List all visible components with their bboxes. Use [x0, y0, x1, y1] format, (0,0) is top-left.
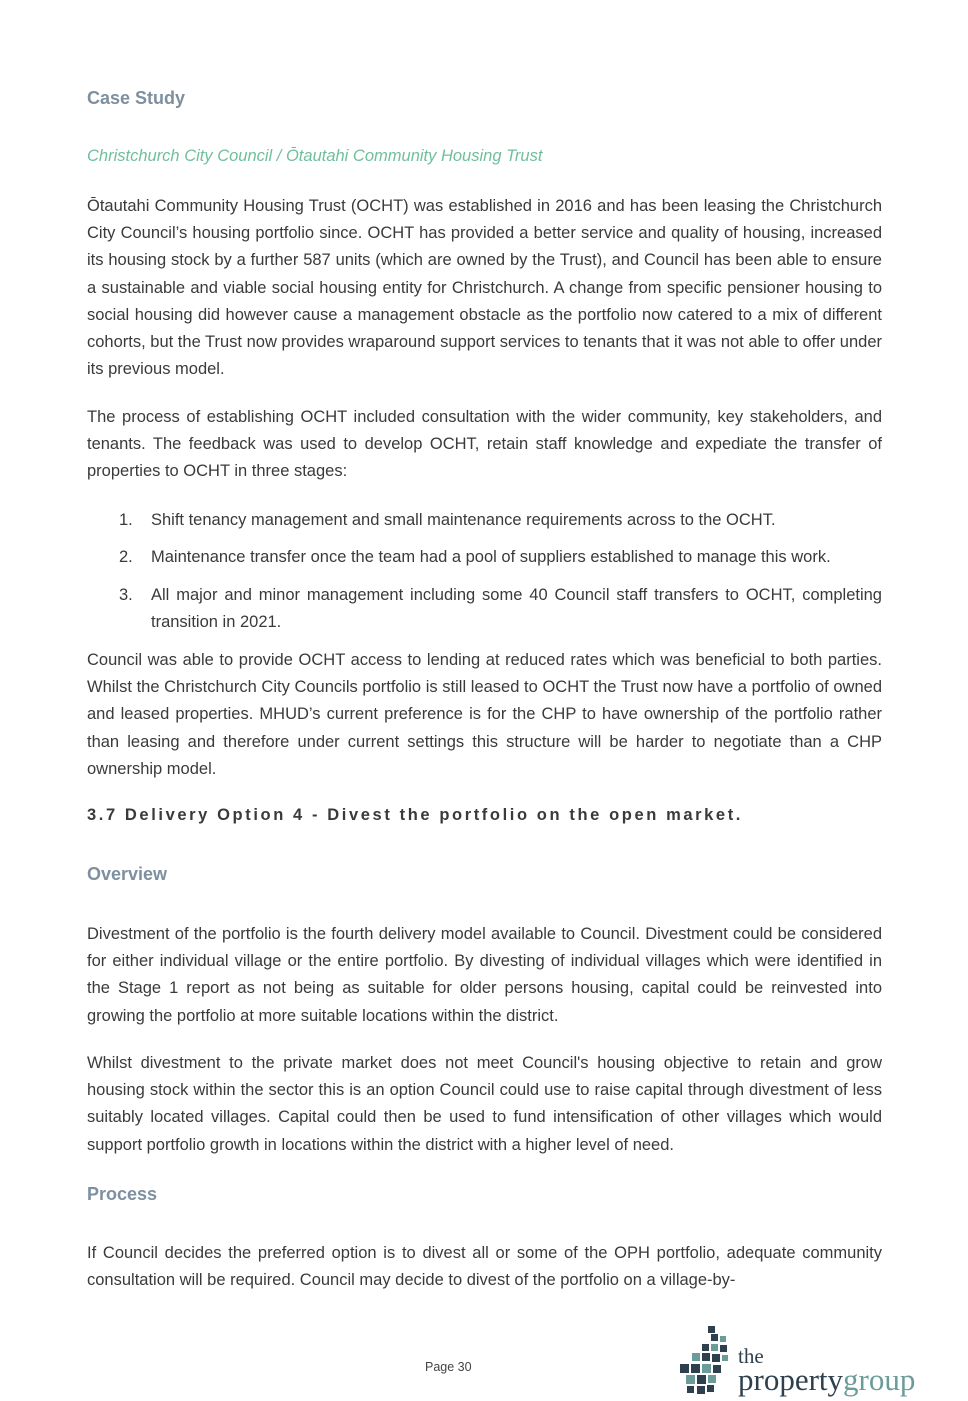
case-study-paragraph-1: Ōtautahi Community Housing Trust (OCHT) was established in 2016 and has been leasing the Christchurch City Council’s housing portfolio since. OCHT has provided a better service and quality of housing, increased its housing stock by a further 587 units (which are owned by the Trust), and Council has been able to ensure a sustainable and viable social housing entity for Christchurch. A change from specific pensioner housing to social housing did however cause a management obstacle as the portfolio now catered to a mix of different cohorts, but the Trust now provides wraparound support services to tenants that it was not able to offer under its previous model.	[87, 197, 882, 379]
logo-word-group: group	[843, 1362, 916, 1397]
case-study-paragraph-3: Council was able to provide OCHT access to lending at reduced rates which was beneficial to both parties. Whilst the Christchurch City Councils portfolio is still leased to OCHT the Trust now have a portfolio of owned and leased properties. MHUD’s current preference is for the CHP to have ownership of the portfolio rather than leasing and therefore under current settings this structure will be harder to negotiate than a CHP ownership model.	[87, 651, 882, 778]
company-logo	[676, 1324, 956, 1400]
section-heading: 3.7 Delivery Option 4 - Divest the portfolio on the open market.	[87, 806, 743, 824]
overview-heading: Overview	[87, 864, 168, 884]
logo-the-text: the	[738, 1344, 764, 1368]
list-item-text: Maintenance transfer once the team had a pool of suppliers established to manage this work.	[151, 548, 831, 566]
list-item	[87, 582, 882, 636]
logo-mark-icon	[676, 1324, 736, 1400]
logo-wordmark	[738, 1364, 915, 1395]
case-study-subtitle: Christchurch City Council / Ōtautahi Community Housing Trust	[87, 147, 543, 165]
case-study-paragraph-2: The process of establishing OCHT included consultation with the wider community, key stakeholders, and tenants. The feedback was used to develop OCHT, retain staff knowledge and expediate the transfer of properties to OCHT in three stages:	[87, 408, 882, 481]
list-item-text: All major and minor management including some 40 Council staff transfers to OCHT, completing transition in 2021.	[151, 586, 882, 632]
list-item-number: 1.	[119, 511, 133, 529]
list-item	[87, 544, 882, 571]
page-number: Page 30	[425, 1360, 472, 1374]
list-item-number: 2.	[119, 548, 133, 566]
list-item-number: 3.	[119, 586, 133, 604]
overview-paragraph-2: Whilst divestment to the private market does not meet Council's housing objective to retain and grow housing stock within the sector this is an option Council could use to raise capital through divestment of less suitably located villages. Capital could then be used to fund intensification of other villages which would support portfolio growth in locations within the district with a higher level of need.	[87, 1054, 882, 1154]
list-item-text: Shift tenancy management and small maintenance requirements across to the OCHT.	[151, 511, 776, 529]
logo-word-property: property	[738, 1362, 844, 1397]
list-item	[87, 507, 882, 534]
process-paragraph: If Council decides the preferred option is to divest all or some of the OPH portfolio, adequate community consultation will be required. Council may decide to divest of the portfolio on a village-by-	[87, 1244, 882, 1290]
process-heading: Process	[87, 1184, 158, 1204]
case-study-heading: Case Study	[87, 88, 186, 108]
overview-paragraph-1: Divestment of the portfolio is the fourth delivery model available to Council. Divestment could be considered for either individual village or the entire portfolio. By divesting of individual villages which were identified in the Stage 1 report as not being as suitable for older persons housing, capital could be reinvested into growing the portfolio at more suitable locations within the district.	[87, 925, 882, 1025]
